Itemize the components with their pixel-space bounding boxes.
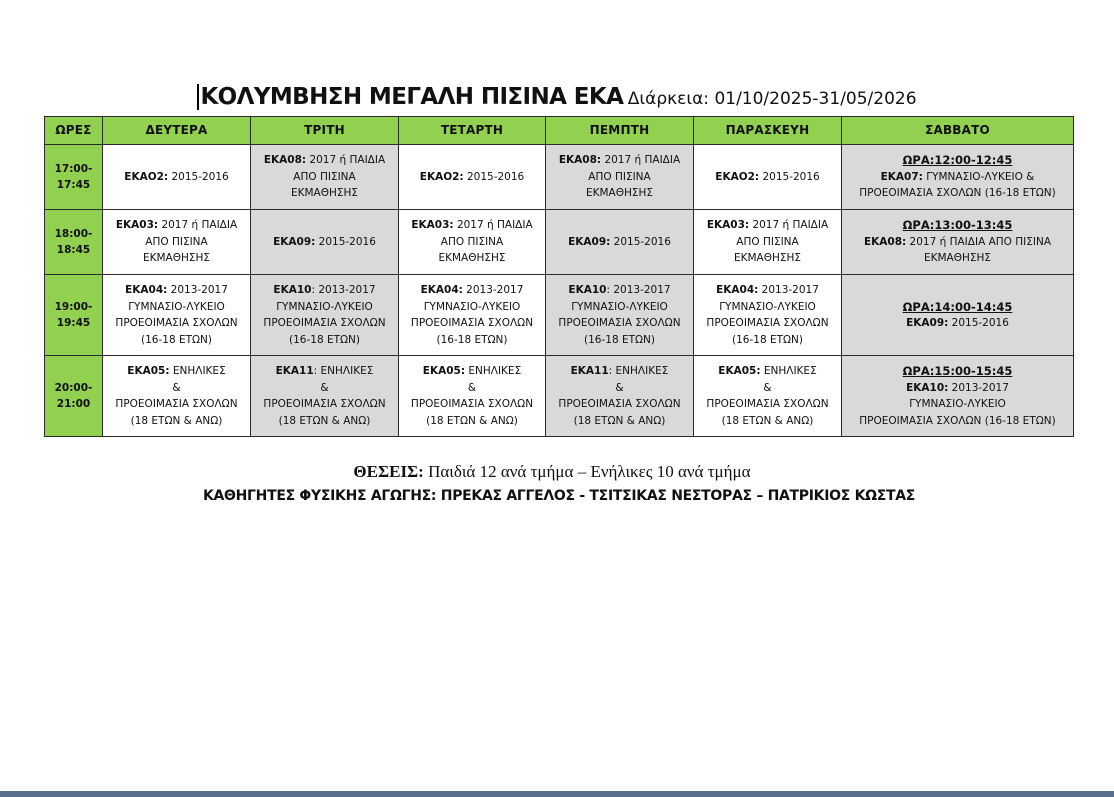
class-cell: ΕΚΑ11: ΕΝΗΛΙΚΕΣ & ΠΡΟΕΟΙΜΑΣΙΑ ΣΧΟΛΩΝ (18 ΕΤΩΝ & ΑΝΩ) bbox=[546, 356, 694, 437]
header-row bbox=[45, 117, 1074, 145]
table-row bbox=[45, 145, 1074, 210]
window-bottom-bar bbox=[0, 791, 1114, 797]
positions-text: Παιδιά 12 ανά τμήμα – Ενήλικες 10 ανά τμήμα bbox=[423, 462, 751, 481]
header-monday: ΔΕΥΤΕΡΑ bbox=[103, 117, 251, 145]
header-wednesday: ΤΕΤΑΡΤΗ bbox=[399, 117, 546, 145]
saturday-cell: ΩΡΑ:12:00-12:45 ΕΚΑ07: ΓΥΜΝΑΣΙΟ-ΛΥΚΕΙΟ & ΠΡΟΕΟΙΜΑΣΙΑ ΣΧΟΛΩΝ (16-18 ΕΤΩΝ) bbox=[842, 145, 1074, 210]
time-cell: 19:00- 19:45 bbox=[45, 275, 103, 356]
saturday-cell: ΩΡΑ:14:00-14:45 ΕΚΑ09: 2015-2016 bbox=[842, 275, 1074, 356]
class-cell: ΕΚΑ03: 2017 ή ΠΑΙΔΙΑ ΑΠΟ ΠΙΣΙΝΑ ΕΚΜΑΘΗΣΗΣ bbox=[399, 210, 546, 275]
class-cell: ΕΚΑΟ2: 2015-2016 bbox=[694, 145, 842, 210]
header-tuesday: ΤΡΙΤΗ bbox=[251, 117, 399, 145]
saturday-cell: ΩΡΑ:15:00-15:45 ΕΚΑ10: 2013-2017 ΓΥΜΝΑΣΙΟ-ΛΥΚΕΙΟ ΠΡΟΕΟΙΜΑΣΙΑ ΣΧΟΛΩΝ (16-18 ΕΤΩΝ) bbox=[842, 356, 1074, 437]
class-cell: ΕΚΑ04: 2013-2017 ΓΥΜΝΑΣΙΟ-ΛΥΚΕΙΟ ΠΡΟΕΟΙΜΑΣΙΑ ΣΧΟΛΩΝ (16-18 ΕΤΩΝ) bbox=[103, 275, 251, 356]
class-cell: ΕΚΑ10: 2013-2017 ΓΥΜΝΑΣΙΟ-ΛΥΚΕΙΟ ΠΡΟΕΟΙΜΑΣΙΑ ΣΧΟΛΩΝ (16-18 ΕΤΩΝ) bbox=[546, 275, 694, 356]
class-cell: ΕΚΑ08: 2017 ή ΠΑΙΔΙΑ ΑΠΟ ΠΙΣΙΝΑ ΕΚΜΑΘΗΣΗΣ bbox=[546, 145, 694, 210]
class-cell: ΕΚΑ04: 2013-2017 ΓΥΜΝΑΣΙΟ-ΛΥΚΕΙΟ ΠΡΟΕΟΙΜΑΣΙΑ ΣΧΟΛΩΝ (16-18 ΕΤΩΝ) bbox=[399, 275, 546, 356]
class-cell: ΕΚΑ04: 2013-2017 ΓΥΜΝΑΣΙΟ-ΛΥΚΕΙΟ ΠΡΟΕΟΙΜΑΣΙΑ ΣΧΟΛΩΝ (16-18 ΕΤΩΝ) bbox=[694, 275, 842, 356]
title-duration: Διάρκεια: 01/10/2025-31/05/2026 bbox=[627, 89, 917, 109]
instructors-note: ΚΑΘΗΓΗΤΕΣ ΦΥΣΙΚΗΣ ΑΓΩΓΗΣ: ΠΡΕΚΑΣ ΑΓΓΕΛΟΣ - ΤΣΙΤΣΙΚΑΣ ΝΕΣΤΟΡΑΣ – ΠΑΤΡΙΚΙΟΣ ΚΩΣΤΑΣ bbox=[202, 488, 916, 504]
table-row bbox=[45, 210, 1074, 275]
positions-note bbox=[0, 462, 1104, 482]
class-cell: ΕΚΑΟ2: 2015-2016 bbox=[103, 145, 251, 210]
class-cell: ΕΚΑ08: 2017 ή ΠΑΙΔΙΑ ΑΠΟ ΠΙΣΙΝΑ ΕΚΜΑΘΗΣΗΣ bbox=[251, 145, 399, 210]
schedule-table bbox=[44, 116, 1074, 437]
class-cell: ΕΚΑ05: ΕΝΗΛΙΚΕΣ & ΠΡΟΕΟΙΜΑΣΙΑ ΣΧΟΛΩΝ (18 ΕΤΩΝ & ΑΝΩ) bbox=[694, 356, 842, 437]
table-row bbox=[45, 356, 1074, 437]
header-thursday: ΠΕΜΠΤΗ bbox=[546, 117, 694, 145]
class-cell: ΕΚΑΟ2: 2015-2016 bbox=[399, 145, 546, 210]
time-cell: 17:00- 17:45 bbox=[45, 145, 103, 210]
class-cell: ΕΚΑ09: 2015-2016 bbox=[546, 210, 694, 275]
page-title bbox=[0, 84, 1114, 110]
class-cell: ΕΚΑ03: 2017 ή ΠΑΙΔΙΑ ΑΠΟ ΠΙΣΙΝΑ ΕΚΜΑΘΗΣΗΣ bbox=[694, 210, 842, 275]
header-friday: ΠΑΡΑΣΚΕΥΗ bbox=[694, 117, 842, 145]
class-cell: ΕΚΑ10: 2013-2017 ΓΥΜΝΑΣΙΟ-ΛΥΚΕΙΟ ΠΡΟΕΟΙΜΑΣΙΑ ΣΧΟΛΩΝ (16-18 ΕΤΩΝ) bbox=[251, 275, 399, 356]
title-main: ΚΟΛΥΜΒΗΣΗ ΜΕΓΑΛΗ ΠΙΣΙΝΑ ΕΚΑ bbox=[197, 84, 623, 110]
class-cell: ΕΚΑ11: ΕΝΗΛΙΚΕΣ & ΠΡΟΕΟΙΜΑΣΙΑ ΣΧΟΛΩΝ (18 ΕΤΩΝ & ΑΝΩ) bbox=[251, 356, 399, 437]
class-cell: ΕΚΑ03: 2017 ή ΠΑΙΔΙΑ ΑΠΟ ΠΙΣΙΝΑ ΕΚΜΑΘΗΣΗΣ bbox=[103, 210, 251, 275]
saturday-cell: ΩΡΑ:13:00-13:45 ΕΚΑ08: 2017 ή ΠΑΙΔΙΑ ΑΠΟ ΠΙΣΙΝΑ ΕΚΜΑΘΗΣΗΣ bbox=[842, 210, 1074, 275]
class-cell: ΕΚΑ09: 2015-2016 bbox=[251, 210, 399, 275]
positions-label: ΘΕΣΕΙΣ: bbox=[353, 462, 424, 481]
table-row bbox=[45, 275, 1074, 356]
class-cell: ΕΚΑ05: ΕΝΗΛΙΚΕΣ & ΠΡΟΕΟΙΜΑΣΙΑ ΣΧΟΛΩΝ (18 ΕΤΩΝ & ΑΝΩ) bbox=[399, 356, 546, 437]
header-saturday: ΣΑΒΒΑΤΟ bbox=[842, 117, 1074, 145]
header-hours: ΩΡΕΣ bbox=[45, 117, 103, 145]
time-cell: 20:00- 21:00 bbox=[45, 356, 103, 437]
class-cell: ΕΚΑ05: ΕΝΗΛΙΚΕΣ & ΠΡΟΕΟΙΜΑΣΙΑ ΣΧΟΛΩΝ (18 ΕΤΩΝ & ΑΝΩ) bbox=[103, 356, 251, 437]
time-cell: 18:00- 18:45 bbox=[45, 210, 103, 275]
